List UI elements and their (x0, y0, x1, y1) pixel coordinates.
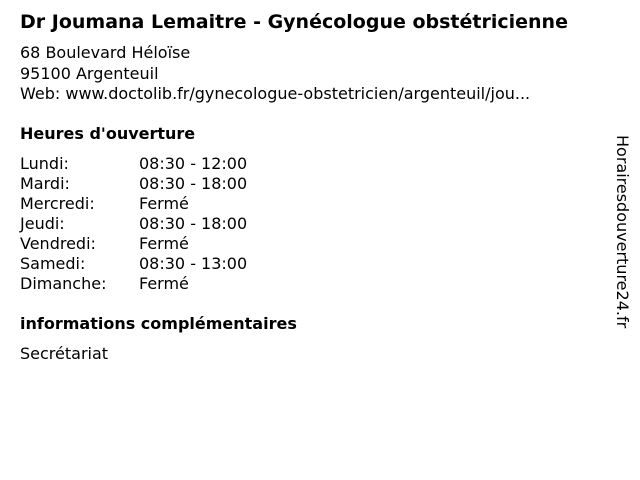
brand-watermark (612, 135, 632, 345)
address-street: 68 Boulevard Héloïse (20, 43, 191, 62)
time-value: 08:30 - 18:00 (139, 174, 248, 193)
page-title: Dr Joumana Lemaitre - Gynécologue obstétricienne (20, 11, 568, 33)
time-value: 08:30 - 18:00 (139, 214, 248, 233)
day-label: Jeudi: (20, 214, 65, 233)
address-city: 95100 Argenteuil (20, 64, 159, 83)
time-value: 08:30 - 13:00 (139, 254, 248, 273)
website-link[interactable]: Web: www.doctolib.fr/gynecologue-obstetricien/argenteuil/jou... (20, 84, 531, 103)
time-value: 08:30 - 12:00 (139, 154, 248, 173)
info-heading: informations complémentaires (20, 314, 297, 333)
day-label: Vendredi: (20, 234, 96, 253)
time-value: Fermé (139, 274, 189, 293)
day-label: Lundi: (20, 154, 69, 173)
day-label: Mercredi: (20, 194, 95, 213)
hours-heading: Heures d'ouverture (20, 124, 196, 143)
time-value: Fermé (139, 234, 189, 253)
time-value: Fermé (139, 194, 189, 213)
day-label: Mardi: (20, 174, 70, 193)
day-label: Dimanche: (20, 274, 107, 293)
brand-text: Horairesdouverture24.fr (613, 135, 632, 329)
info-text: Secrétariat (20, 344, 109, 363)
day-label: Samedi: (20, 254, 86, 273)
